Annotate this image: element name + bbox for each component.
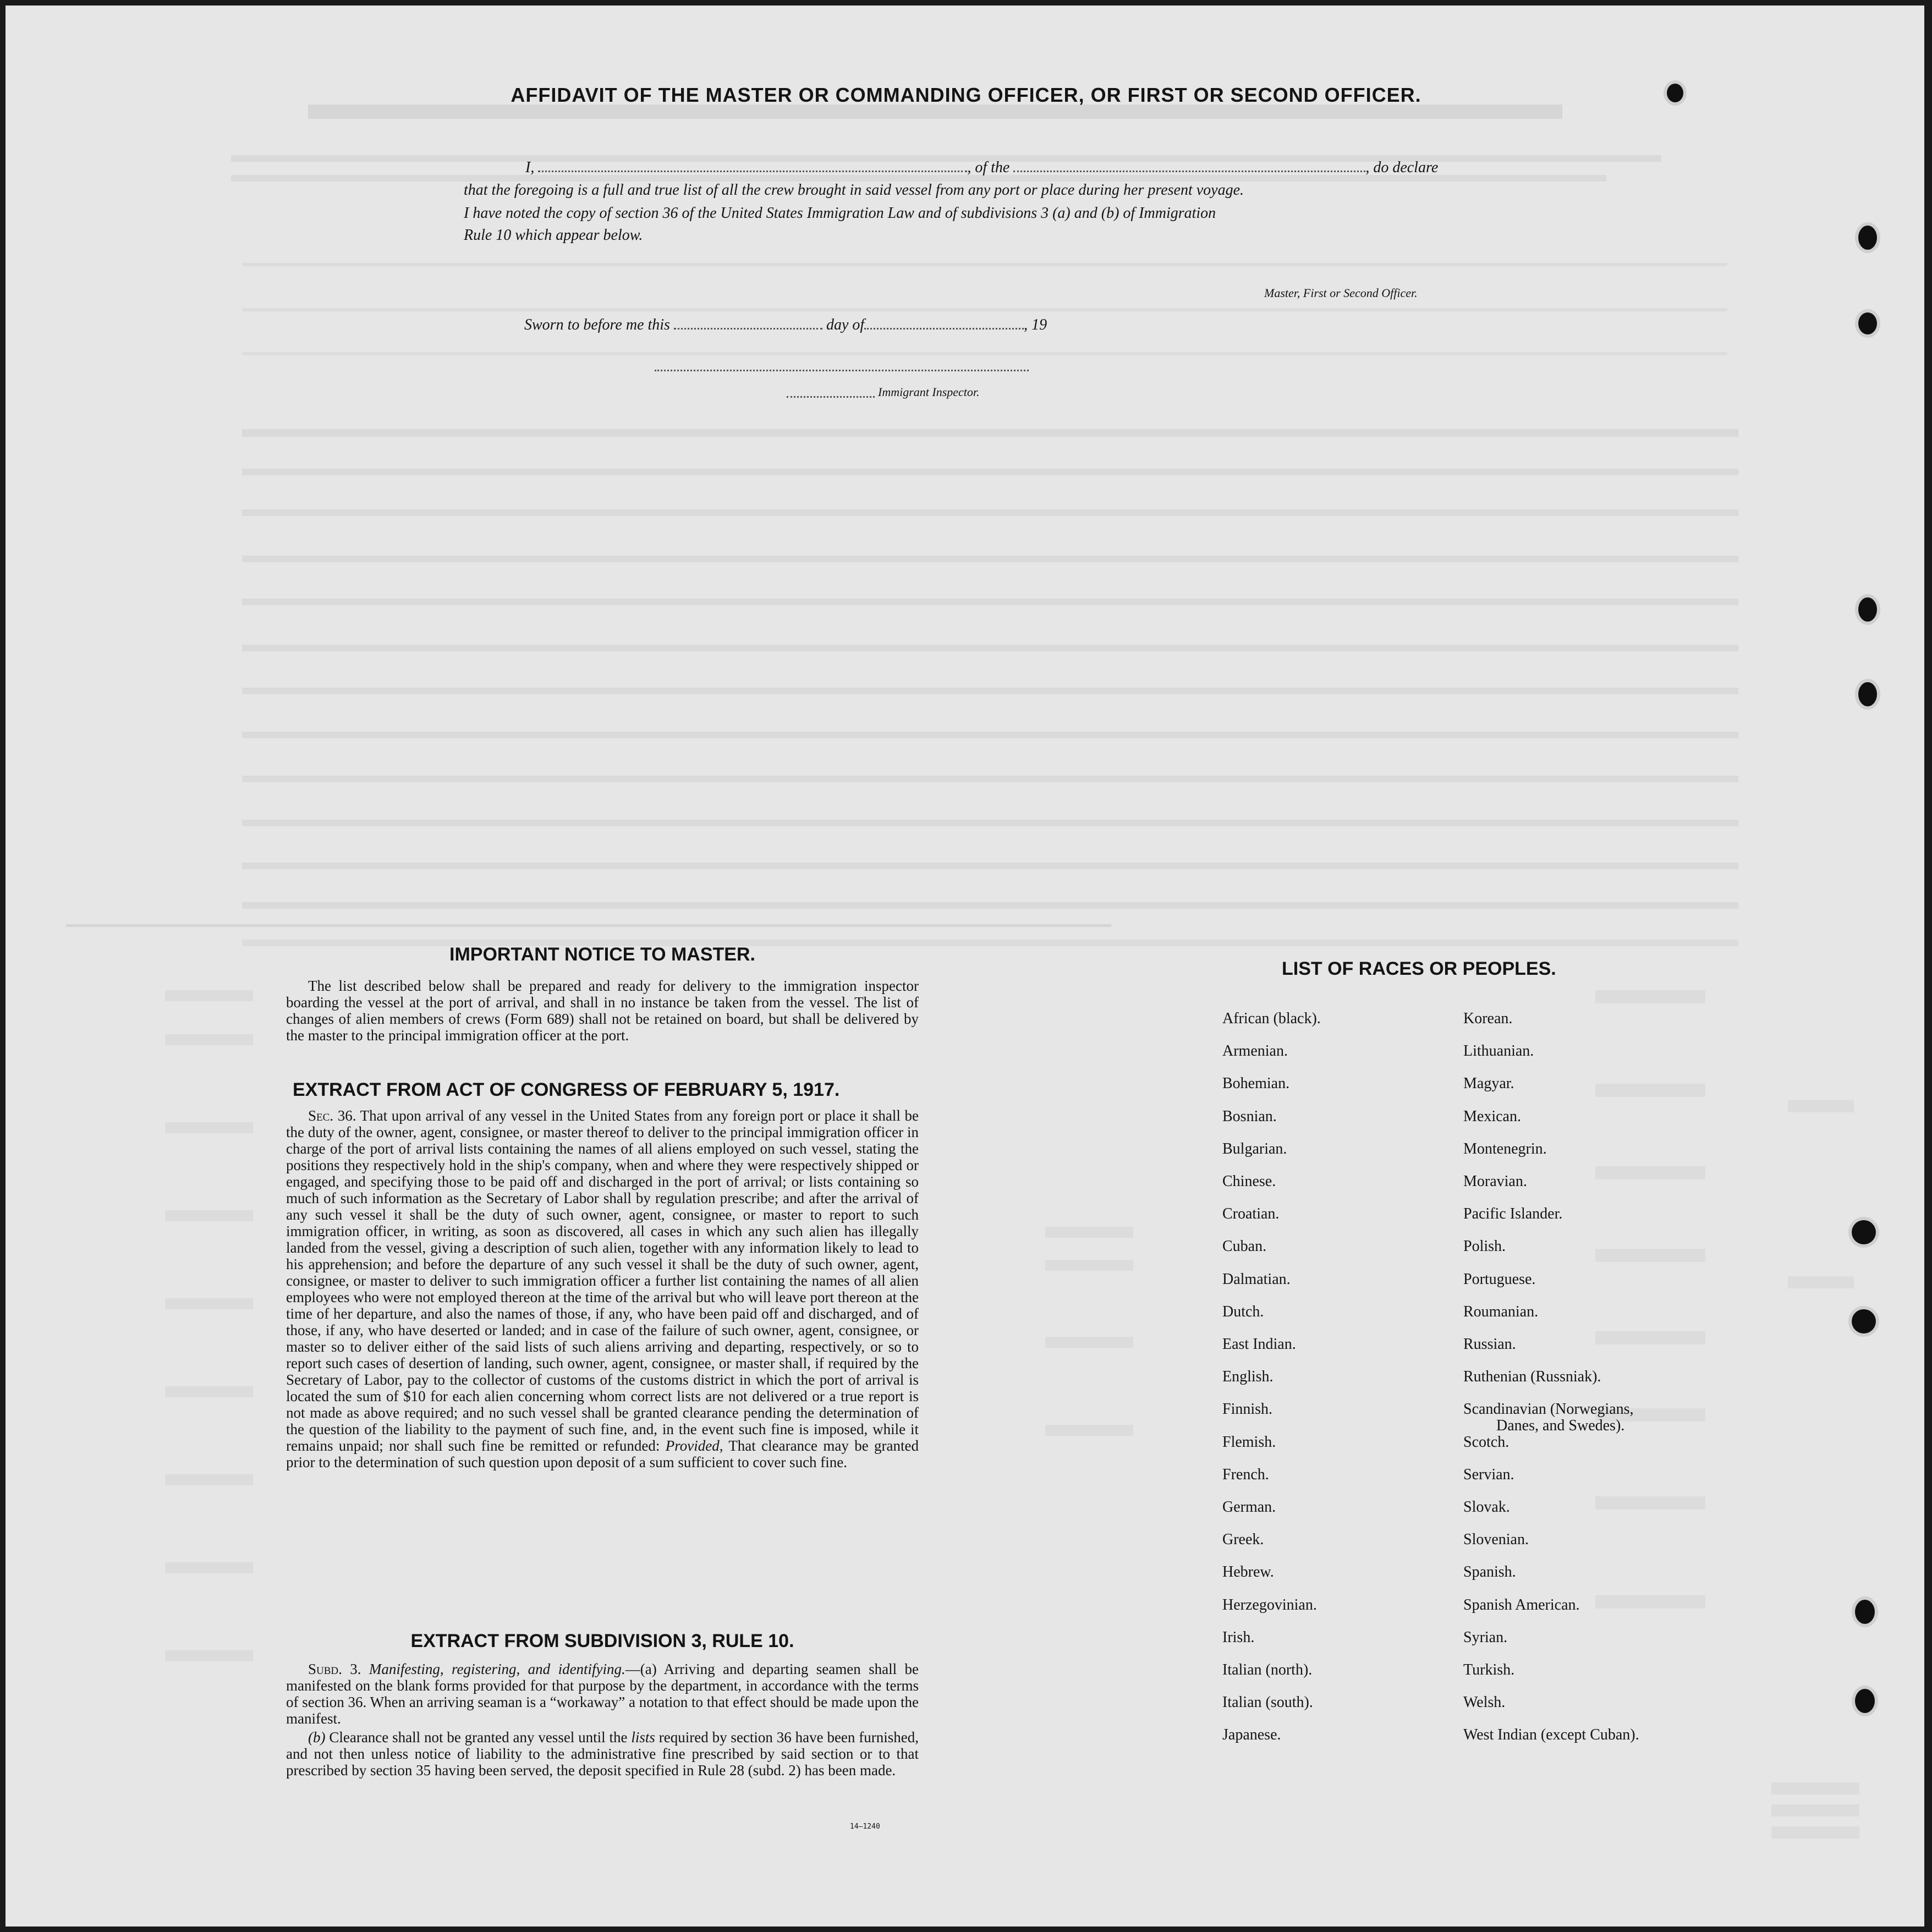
punch-hole [1855,1600,1875,1624]
race-item: Pacific Islander. [1463,1205,1563,1222]
race-item: Slovenian. [1463,1531,1529,1548]
race-item: German. [1222,1499,1276,1516]
race-item: Slovak. [1463,1499,1510,1516]
sworn-month-blank[interactable] [864,316,1024,330]
punch-hole [1858,226,1877,250]
race-item: Ruthenian (Russniak). [1463,1368,1601,1385]
race-item: Italian (south). [1222,1694,1313,1711]
race-item-continuation: Danes, and Swedes). [1496,1417,1625,1434]
affidavit-i-label: I, [525,159,535,176]
race-item: French. [1222,1466,1269,1483]
affidavit-title: AFFIDAVIT OF THE MASTER OR COMMANDING OFFICER, OR FIRST OR SECOND OFFICER. [511,84,1421,106]
race-item: West Indian (except Cuban). [1463,1726,1639,1743]
race-item: Flemish. [1222,1434,1276,1451]
race-item: Portuguese. [1463,1271,1536,1288]
rule-b-body-1: Clearance shall not be granted any vessel until the [329,1729,628,1746]
race-item: Italian (north). [1222,1661,1313,1678]
sworn-year-label: , 19 [1024,316,1047,333]
punch-hole [1852,1309,1876,1333]
notice-text: The list described below shall be prepared and ready for delivery to the immigration inspector boarding the vessel at the port of arrival, and shall in no instance be taken from the vessel. The list of changes of alien members of crews (Form 689) shall not be retained on board, but shall be delivered by the master to the principal immigration officer at the port. [286,978,919,1044]
race-item: Korean. [1463,1010,1513,1027]
notice-section [286,944,919,1044]
race-item: Moravian. [1463,1173,1527,1190]
rule-title: EXTRACT FROM SUBDIVISION 3, RULE 10. [410,1631,794,1651]
race-item: Roumanian. [1463,1303,1539,1320]
race-item: Cuban. [1222,1238,1267,1255]
race-item: Greek. [1222,1531,1264,1548]
affidavit-text-line-2: that the foregoing is a full and true list of all the crew brought in said vessel from any port or place during her present voyage. [464,182,1244,199]
race-item: Syrian. [1463,1629,1508,1646]
race-item: Spanish. [1463,1563,1516,1580]
notice-title: IMPORTANT NOTICE TO MASTER. [449,944,755,965]
affidavit-text-line-3: I have noted the copy of section 36 of the United States Immigration Law and of subdivisions 3 (a) and (b) of Immigration [464,205,1216,222]
race-item: East Indian. [1222,1336,1296,1353]
race-item: Bosnian. [1222,1108,1277,1125]
rule-subd-label: Subd. 3. [308,1661,361,1677]
race-item: Scandinavian (Norwegians, [1463,1401,1634,1418]
race-item: Armenian. [1222,1042,1288,1060]
races-right-column [1463,1010,1727,1747]
race-item: Irish. [1222,1629,1255,1646]
rule-section [286,1631,919,1779]
sworn-day-of-label: day of [826,316,865,333]
race-item: Lithuanian. [1463,1042,1534,1060]
rule-b-body-2: required by section 36 have been furnished, and not then unless notice of liability to the administrative fine prescribed by said section or to that prescribed by section 35 having been served, the deposit specified in Rule 28 (subd. 2) has been made. [286,1729,919,1779]
sworn-prefix: Sworn to before me this [524,316,670,333]
inspector-label: Immigrant Inspector. [878,385,980,399]
name-blank[interactable] [538,158,967,172]
race-item: Magyar. [1463,1075,1514,1092]
races-left-column [1222,1010,1453,1747]
race-item: Croatian. [1222,1205,1280,1222]
race-item: Mexican. [1463,1108,1521,1125]
vessel-blank[interactable] [1013,158,1365,172]
form-number: 14—1240 [850,1823,880,1831]
act-title: EXTRACT FROM ACT OF CONGRESS OF FEBRUARY 5, 1917. [293,1079,840,1100]
race-item: Servian. [1463,1466,1514,1483]
race-item: Chinese. [1222,1173,1276,1190]
race-item: Montenegrin. [1463,1140,1547,1157]
race-item: Bohemian. [1222,1075,1290,1092]
act-provided: Provided, [665,1437,723,1454]
race-item: Welsh. [1463,1694,1506,1711]
race-item: English. [1222,1368,1274,1385]
race-item: Scotch. [1463,1434,1510,1451]
races-title: LIST OF RACES OR PEOPLES. [1282,958,1556,979]
rule-a-body: —(a) Arriving and departing seamen shall be manifested on the blank forms provided for that purpose by the department, in accordance with the terms of section 36. When an arriving seaman is a “workaway” a notation to that effect should be made upon the manifest. [286,1661,919,1727]
inspector-signature-line-2 [787,396,875,398]
rule-subd-heading: Manifesting, registering, and identifying. [369,1661,625,1677]
sworn-line [524,316,1047,334]
punch-hole [1852,1220,1876,1244]
race-item: Hebrew. [1222,1563,1274,1580]
act-section-label: Sec. 36. [308,1107,356,1124]
rule-b-label: (b) [308,1729,326,1746]
affidavit-of-the-label: , of the [967,159,1010,176]
race-item: Polish. [1463,1238,1506,1255]
sworn-day-blank[interactable] [674,316,822,330]
race-item: African (black). [1222,1010,1321,1027]
race-item: Turkish. [1463,1661,1515,1678]
race-item: Bulgarian. [1222,1140,1287,1157]
punch-hole [1855,1689,1875,1713]
affidavit-declare-label: , do declare [1365,159,1439,176]
race-item: Russian. [1463,1336,1516,1353]
act-body-end: That clearance may be granted prior to the determination of such question upon deposit of a sum sufficient to cover such fine. [286,1437,919,1470]
inspector-signature-line[interactable] [655,370,1029,371]
race-item: Japanese. [1222,1726,1281,1743]
master-signature-label: Master, First or Second Officer. [1264,286,1418,300]
race-item: Dutch. [1222,1303,1264,1320]
punch-hole [1858,682,1877,706]
affidavit-text-line-4: Rule 10 which appear below. [464,227,643,244]
act-text [286,1107,919,1470]
punch-hole [1858,597,1877,622]
race-item: Dalmatian. [1222,1271,1291,1288]
race-item: Herzegovinian. [1222,1596,1317,1613]
affidavit-declaration-line [525,158,1438,177]
rule-a-text [286,1661,919,1727]
punch-hole [1858,312,1877,334]
rule-b-lists: lists [631,1729,655,1746]
rule-b-text [286,1729,919,1779]
race-item: Finnish. [1222,1401,1273,1418]
act-section [286,1079,919,1470]
race-item: Spanish American. [1463,1596,1580,1613]
act-body: That upon arrival of any vessel in the United States from any foreign port or place it shall be the duty of the owner, agent, consignee, or master thereof to deliver to the principal immigration officer in charge of the port of arrival lists containing the names of all aliens employed on such vessel, stating the positions they respectively hold in the ship's company, when and where they were respectively shipped or engaged, and specifying those to be paid off and discharged in the port of arrival; or lists containing so much of such information as the Secretary of Labor shall by regulation prescribe; and after the arrival of any such vessel it shall be the duty of such owner, agent, consignee, or master to report to such immigration officer, in writing, as soon as discovered, all cases in which any such alien has illegally landed from the vessel, giving a description of such alien, together with any information likely to lead to his apprehension; and before the departure of any such vessel it shall be the duty of such owner, agent, consignee, or master to deliver to such immigration officer a further list containing the names of all alien employees who were not employed thereon at the time of the arrival but who will leave port thereon at the time of her departure, and also the names of those, if any, who have been paid off and discharged, and of those, if any, who have deserted or landed; and in case of the failure of such owner, agent, consignee, or master so to deliver either of the said lists of such aliens arriving and departing, respectively, or so to report such cases of desertion of landing, such owner, agent, consignee, or master shall, if required by the Secretary of Labor, pay to the collector of customs of the customs district in which the port of arrival is located the sum of $10 for each alien concerning whom correct lists are not delivered or a true report is not made as above required; and no such vessel shall be granted clearance pending the determination of the question of the liability to the payment of such fine, and, in the event such fine is imposed, while it remains unpaid; nor shall such fine be remitted or refunded: [286,1107,919,1454]
